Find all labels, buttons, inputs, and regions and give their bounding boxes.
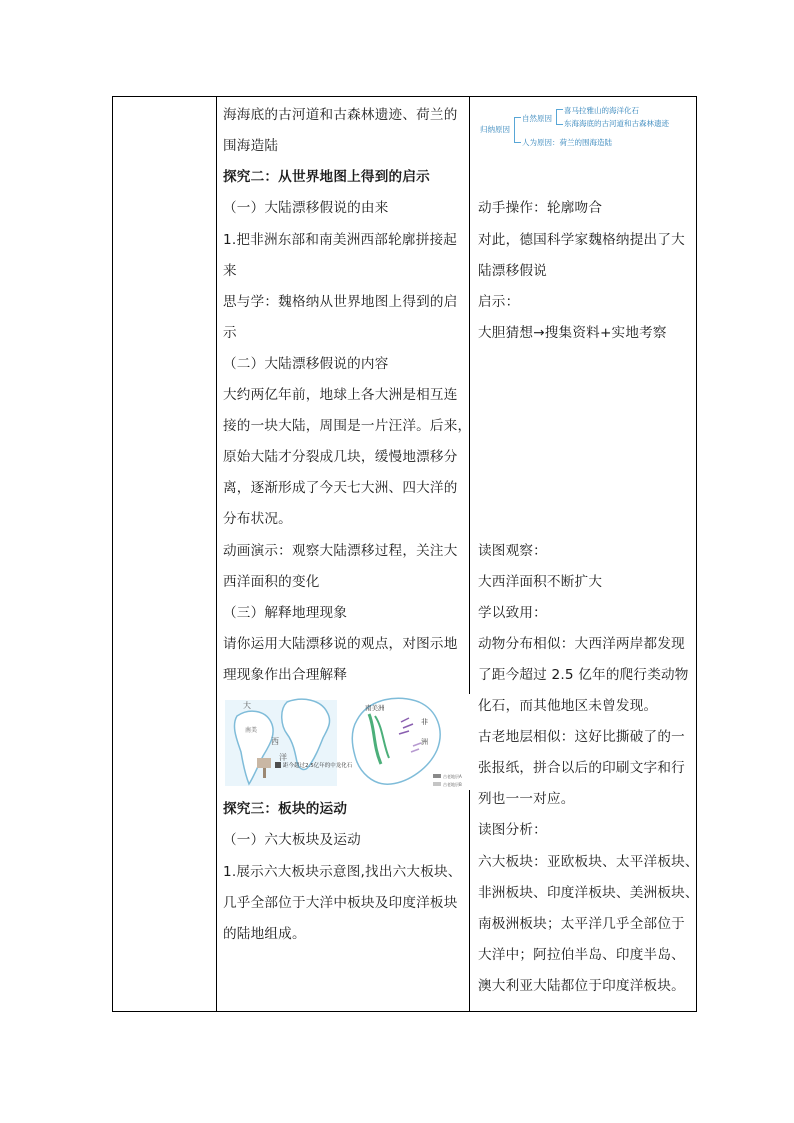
- mid-line: 离，逐渐形成了今天七大洲、四大洋的: [223, 480, 458, 496]
- section-heading: 探究三：板块的运动: [223, 801, 348, 817]
- right-line: 大西洋面积不断扩大: [478, 574, 603, 590]
- map-label-fei: 非: [421, 718, 428, 726]
- map-label-xi: 西: [271, 737, 279, 746]
- map-label-nanmeizhou: 南美洲: [365, 704, 385, 712]
- right-line: 对此，德国科学家魏格纳提出了大: [478, 232, 685, 248]
- right-line: 张报纸，拼合以后的印刷文字和行: [478, 760, 685, 776]
- right-line: 学以致用：: [478, 605, 547, 621]
- right-line: 列也一一对应。: [478, 791, 575, 807]
- diagram-natural-2: 东海海底的古河道和古森林遗迹: [564, 119, 669, 128]
- maps-svg: [223, 694, 473, 790]
- right-line: 六大板块：亚欧板块、太平洋板块、: [478, 854, 699, 870]
- diagram-natural-1: 喜马拉雅山的海洋化石: [564, 106, 639, 115]
- column-divider-2: [469, 97, 470, 1011]
- mid-line: 1.把非洲东部和南美洲西部轮廓拼接起: [223, 232, 458, 248]
- right-line: 启示：: [478, 294, 520, 310]
- diagram-brace: [514, 117, 521, 143]
- right-line: 南极洲板块；太平洋几乎全部位于: [478, 916, 685, 932]
- legend-layer-a: 古老地层A: [443, 774, 462, 779]
- diagram-brace: [556, 109, 563, 125]
- map-label-da: 大: [243, 701, 251, 710]
- mid-line: 围海造陆: [223, 138, 279, 154]
- mid-line: 几乎全部位于大洋中板块及印度洋板块: [223, 895, 458, 911]
- mid-line: （一）六大板块及运动: [223, 832, 361, 848]
- mid-line: 海海底的古河道和古森林遗迹、荷兰的: [223, 107, 458, 123]
- right-line: 澳大利亚大陆都位于印度洋板块。: [478, 978, 685, 994]
- map-label-nanmei: 南美: [245, 727, 258, 734]
- right-line: 大洋中；阿拉伯半岛、印度半岛、: [478, 947, 685, 963]
- mid-line: 理现象作出合理解释: [223, 667, 348, 683]
- mid-line: 的陆地组成。: [223, 926, 306, 942]
- right-line: 动物分布相似：大西洋两岸都发现: [478, 636, 685, 652]
- diagram-natural: 自然原因: [522, 114, 552, 123]
- mid-line: （二）大陆漂移假说的内容: [223, 356, 389, 372]
- diagram-human: 人为原因：荷兰的围海造陆: [522, 138, 612, 147]
- mid-line: 大约两亿年前，地球上各大洲是相互连: [223, 387, 458, 403]
- lesson-table: [112, 96, 697, 1012]
- mid-line: 接的一块大陆，周围是一片汪洋。后来，: [223, 418, 472, 434]
- mid-line: 分布状况。: [223, 511, 292, 527]
- mid-line: （一）大陆漂移假说的由来: [223, 200, 389, 216]
- mid-line: 西洋面积的变化: [223, 574, 320, 590]
- diagram-root: 归纳原因: [480, 125, 510, 134]
- mid-line: 示: [223, 325, 237, 341]
- right-line: 化石，而其他地区未曾发现。: [478, 698, 658, 714]
- map-label-yang: 洋: [279, 753, 287, 762]
- legend-layer-b: 古老地层B: [443, 782, 462, 787]
- mid-line: 请你运用大陆漂移说的观点，对图示地: [223, 636, 458, 652]
- mid-line: 动画演示：观察大陆漂移过程，关注大: [223, 543, 458, 559]
- column-divider-1: [216, 97, 217, 1011]
- continental-drift-maps: [223, 694, 473, 790]
- right-line: 动手操作：轮廓吻合: [478, 200, 603, 216]
- right-line: 了距今超过 2.5 亿年的爬行类动物: [478, 667, 689, 683]
- right-line: 大胆猜想→搜集资料+实地考察: [478, 325, 667, 341]
- right-line: 陆漂移假说: [478, 263, 547, 279]
- mid-line: 原始大陆才分裂成几块，缓慢地漂移分: [223, 449, 458, 465]
- mid-line: 来: [223, 263, 237, 279]
- mid-line: 1.展示六大板块示意图,找出六大板块、: [223, 864, 462, 880]
- mid-line: （三）解释地理现象: [223, 605, 348, 621]
- map-label-zhou: 洲: [421, 738, 428, 746]
- section-heading: 探究二：从世界地图上得到的启示: [223, 169, 430, 185]
- mid-line: 思与学：魏格纳从世界地图上得到的启: [223, 294, 458, 310]
- right-line: 非洲板块、印度洋板块、美洲板块、: [478, 885, 699, 901]
- right-line: 古老地层相似：这好比撕破了的一: [478, 729, 685, 745]
- cause-diagram: [478, 105, 694, 151]
- right-line: 读图分析：: [478, 822, 547, 838]
- map-label-fossil: 距今超过2.5亿年的中龙化石: [283, 763, 353, 769]
- right-line: 读图观察：: [478, 543, 547, 559]
